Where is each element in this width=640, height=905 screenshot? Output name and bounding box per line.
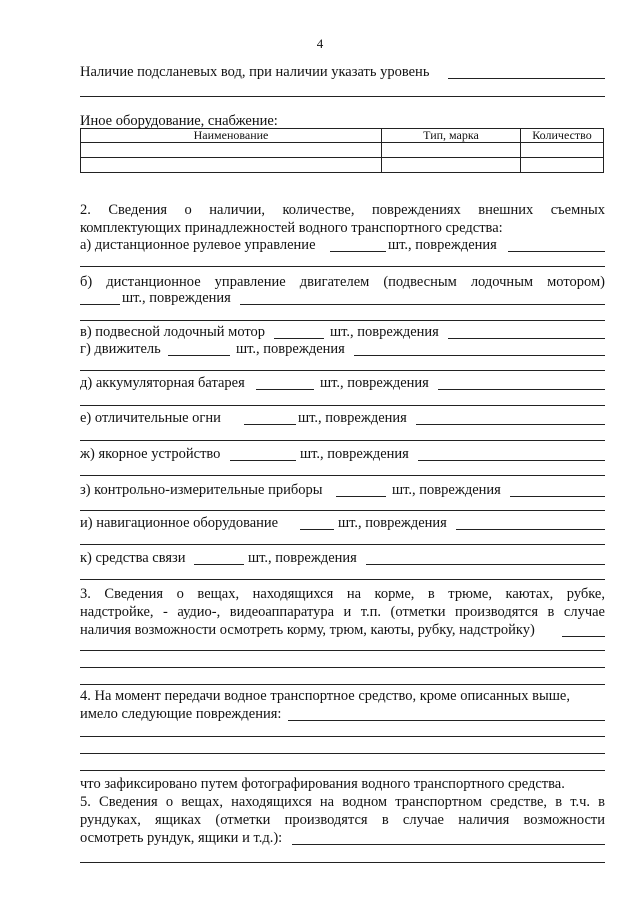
table-cell[interactable] <box>81 158 382 173</box>
section3-line-a[interactable] <box>80 650 605 651</box>
section4-photo-note: что зафиксировано путем фотографирования водного транспортного средства. <box>80 776 565 792</box>
item-k-damage-line2[interactable] <box>80 579 605 580</box>
item-g-damage-field[interactable] <box>354 355 605 356</box>
item-i-qty-field[interactable] <box>300 529 334 530</box>
section4-field[interactable] <box>288 720 605 721</box>
item-a-qty-field[interactable] <box>330 251 386 252</box>
table-cell[interactable] <box>382 158 521 173</box>
column-header-name: Наименование <box>81 129 382 143</box>
item-v-qty-field[interactable] <box>274 338 324 339</box>
item-a-damage-line2[interactable] <box>80 266 605 267</box>
item-e-qty-field[interactable] <box>244 424 296 425</box>
column-header-quantity: Количество <box>521 129 604 143</box>
section4-line1: 4. На момент передачи водное транспортное средство, кроме описанных выше, <box>80 688 570 704</box>
section5-field[interactable] <box>292 844 605 845</box>
item-z-damage-field[interactable] <box>510 496 605 497</box>
item-a-damage-field[interactable] <box>508 251 605 252</box>
equipment-table <box>80 128 604 173</box>
section2-intro-line1: 2. Сведения о наличии, количестве, повреждениях внешних съемных <box>80 202 605 218</box>
section4-line-c[interactable] <box>80 770 605 771</box>
item-b-suffix: шт., повреждения <box>122 290 231 306</box>
section3-line-b[interactable] <box>80 667 605 668</box>
item-v-damage-field[interactable] <box>448 338 605 339</box>
item-g-qty-field[interactable] <box>168 355 230 356</box>
item-i-damage-line2[interactable] <box>80 544 605 545</box>
item-k-damage-field[interactable] <box>366 564 605 565</box>
item-e-damage-line2[interactable] <box>80 440 605 441</box>
section3-line3: наличия возможности осмотреть корму, трюм, каюты, рубку, надстройку) <box>80 622 535 638</box>
item-k-label: к) средства связи <box>80 550 186 566</box>
item-z-label: з) контрольно-измерительные приборы <box>80 482 323 498</box>
item-e-damage-field[interactable] <box>416 424 605 425</box>
section3-line1: 3. Сведения о вещах, находящихся на корме, в трюме, каютах, рубке, <box>80 586 605 602</box>
item-e-suffix: шт., повреждения <box>298 410 407 426</box>
item-i-label: и) навигационное оборудование <box>80 515 279 531</box>
item-a-suffix: шт., повреждения <box>388 237 497 253</box>
item-d-damage-line2[interactable] <box>80 405 605 406</box>
section4-line-a[interactable] <box>80 736 605 737</box>
item-a-label: а) дистанционное рулевое управление <box>80 237 316 253</box>
section3-line-c[interactable] <box>80 684 605 685</box>
bilge-extra-field[interactable] <box>80 96 605 97</box>
item-zh-damage-field[interactable] <box>418 460 605 461</box>
item-z-damage-line2[interactable] <box>80 510 605 511</box>
item-g-label: г) движитель <box>80 341 161 357</box>
section2-intro-line2: комплектующих принадлежностей водного транспортного средства: <box>80 220 503 236</box>
item-zh-label: ж) якорное устройство <box>80 446 221 462</box>
section5-line2: рундуках, ящиках (отметки производятся в случае наличия возможности <box>80 812 605 828</box>
item-d-damage-field[interactable] <box>438 389 605 390</box>
item-b-qty-field[interactable] <box>80 304 120 305</box>
section4-line-b[interactable] <box>80 753 605 754</box>
table-cell[interactable] <box>382 143 521 158</box>
item-z-qty-field[interactable] <box>336 496 386 497</box>
column-header-type: Тип, марка <box>382 129 521 143</box>
section3-field[interactable] <box>562 636 605 637</box>
item-zh-suffix: шт., повреждения <box>300 446 409 462</box>
item-v-suffix: шт., повреждения <box>330 324 439 340</box>
item-k-qty-field[interactable] <box>194 564 244 565</box>
item-v-label: в) подвесной лодочный мотор <box>80 324 266 340</box>
bilge-label: Наличие подсланевых вод, при наличии указать уровень <box>80 64 430 80</box>
table-cell[interactable] <box>521 158 604 173</box>
item-i-suffix: шт., повреждения <box>338 515 447 531</box>
item-k-suffix: шт., повреждения <box>248 550 357 566</box>
item-zh-damage-line2[interactable] <box>80 475 605 476</box>
table-cell[interactable] <box>81 143 382 158</box>
table-cell[interactable] <box>521 143 604 158</box>
table-row <box>81 158 604 173</box>
item-d-label: д) аккумуляторная батарея <box>80 375 245 391</box>
item-z-suffix: шт., повреждения <box>392 482 501 498</box>
item-i-damage-field[interactable] <box>456 529 605 530</box>
item-g-suffix: шт., повреждения <box>236 341 345 357</box>
section5-line3: осмотреть рундук, ящики и т.д.): <box>80 830 283 846</box>
bilge-level-field[interactable] <box>448 78 605 79</box>
item-g-damage-line2[interactable] <box>80 370 605 371</box>
section4-line2: имело следующие повреждения: <box>80 706 282 722</box>
section5-line1: 5. Сведения о вещах, находящихся на водном транспортном средстве, в т.ч. в <box>80 794 605 810</box>
page-number: 4 <box>316 36 324 51</box>
section5-line-a[interactable] <box>80 862 605 863</box>
equipment-title: Иное оборудование, снабжение: <box>80 113 278 129</box>
item-b-damage-field[interactable] <box>240 304 605 305</box>
item-zh-qty-field[interactable] <box>230 460 296 461</box>
item-b-damage-line2[interactable] <box>80 320 605 321</box>
section3-line2: надстройке, - аудио-, видеоаппаратура и т.п. (отметки производятся в случае <box>80 604 605 620</box>
item-d-qty-field[interactable] <box>256 389 314 390</box>
item-b-label: б) дистанционное управление двигателем (подвесным лодочным мотором) <box>80 274 605 290</box>
item-e-label: е) отличительные огни <box>80 410 221 426</box>
item-d-suffix: шт., повреждения <box>320 375 429 391</box>
table-row <box>81 143 604 158</box>
